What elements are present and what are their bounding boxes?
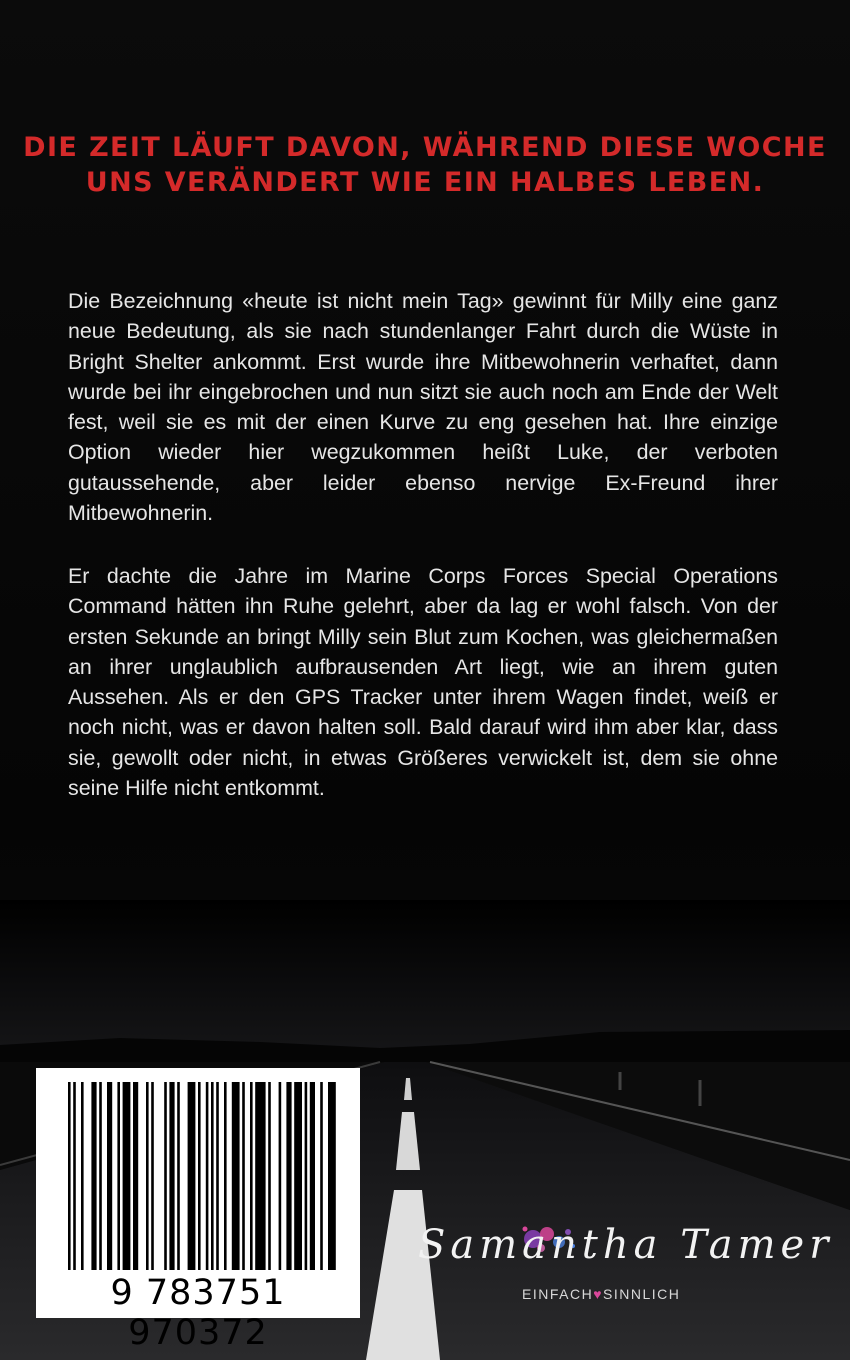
barcode-bar <box>188 1082 196 1270</box>
barcode-bar <box>91 1082 96 1270</box>
barcode-bar <box>305 1082 308 1270</box>
barcode-bar <box>177 1082 180 1270</box>
author-subtitle-part-1: EINFACH <box>522 1286 594 1302</box>
author-subtitle-part-2: SINNLICH <box>603 1286 681 1302</box>
barcode-bar <box>232 1082 240 1270</box>
tagline-line-2: UNS VERÄNDERT WIE EIN HALBES LEBEN. <box>85 167 765 198</box>
barcode-bar <box>133 1082 138 1270</box>
barcode-bar <box>68 1082 71 1270</box>
isbn-number: 9 783751 970372 <box>110 1273 286 1353</box>
barcode-bar <box>169 1082 174 1270</box>
author-name: Samantha Tamer <box>418 1222 834 1268</box>
tagline-line-1: DIE ZEIT LÄUFT DAVON, WÄHREND DIESE WOCHE <box>23 132 827 163</box>
barcode-bar <box>294 1082 302 1270</box>
author-subtitle <box>522 1286 680 1302</box>
barcode-bar <box>216 1082 219 1270</box>
barcode-bar <box>151 1082 154 1270</box>
barcode-bar <box>242 1082 245 1270</box>
barcode-bar <box>250 1082 253 1270</box>
barcode-bar <box>328 1082 336 1270</box>
barcode-bar <box>99 1082 102 1270</box>
blurb-paragraph-1: Die Bezeichnung «heute ist nicht mein Tag» gewinnt für Milly eine ganz neue Bedeutung, als sie nach stundenlanger Fahrt durch die Wüste in Bright Shelter ankommt. Erst wurde ihre Mitbewohnerin verhaftet, dann wurde bei ihr eingebrochen und nun sitzt sie auch noch am Ende der Welt fest, weil sie es mit der einen Kurve zu eng gesehen hat. Ihre einzige Option wieder hier wegzukommen heißt Luke, der verboten gutaussehende, aber leider ebenso nervige Ex-Freund ihrer Mitbewohnerin. <box>68 289 778 526</box>
author-logo <box>418 1214 834 1314</box>
barcode-bar <box>107 1082 112 1270</box>
heart-icon: ♥ <box>593 1286 603 1302</box>
barcode-bar <box>320 1082 323 1270</box>
barcode-bar <box>268 1082 271 1270</box>
barcode-bar <box>123 1082 131 1270</box>
tagline <box>0 130 850 200</box>
barcode-bars <box>36 1068 360 1273</box>
barcode-bar <box>255 1082 265 1270</box>
barcode-bar <box>224 1082 227 1270</box>
isbn-barcode <box>36 1068 360 1353</box>
barcode-bar <box>81 1082 84 1270</box>
barcode-bar <box>198 1082 201 1270</box>
barcode-bar <box>286 1082 291 1270</box>
blurb-paragraph-2: Er dachte die Jahre im Marine Corps Forces Special Operations Command hätten ihn Ruhe gelehrt, aber da lag er wohl falsch. Von der ersten Sekunde an bringt Milly sein Blut zum Kochen, was gleichermaßen an ihrer unglaublich aufbrausenden Art liegt, wie an ihrem guten Aussehen. Als er den GPS Tracker unter ihrem Wagen findet, weiß er noch nicht, was er davon halten soll. Bald darauf wird ihm aber klar, dass sie, gewollt oder nicht, in etwas Größeres verwickelt ist, dem sie ohne seine Hilfe nicht entkommt. <box>68 564 778 801</box>
barcode-bar <box>310 1082 315 1270</box>
barcode-bar <box>211 1082 214 1270</box>
barcode-bar <box>117 1082 120 1270</box>
barcode-bar <box>73 1082 76 1270</box>
barcode-bar <box>146 1082 149 1270</box>
barcode-bar <box>164 1082 167 1270</box>
barcode-bar <box>206 1082 209 1270</box>
barcode-bar <box>279 1082 282 1270</box>
